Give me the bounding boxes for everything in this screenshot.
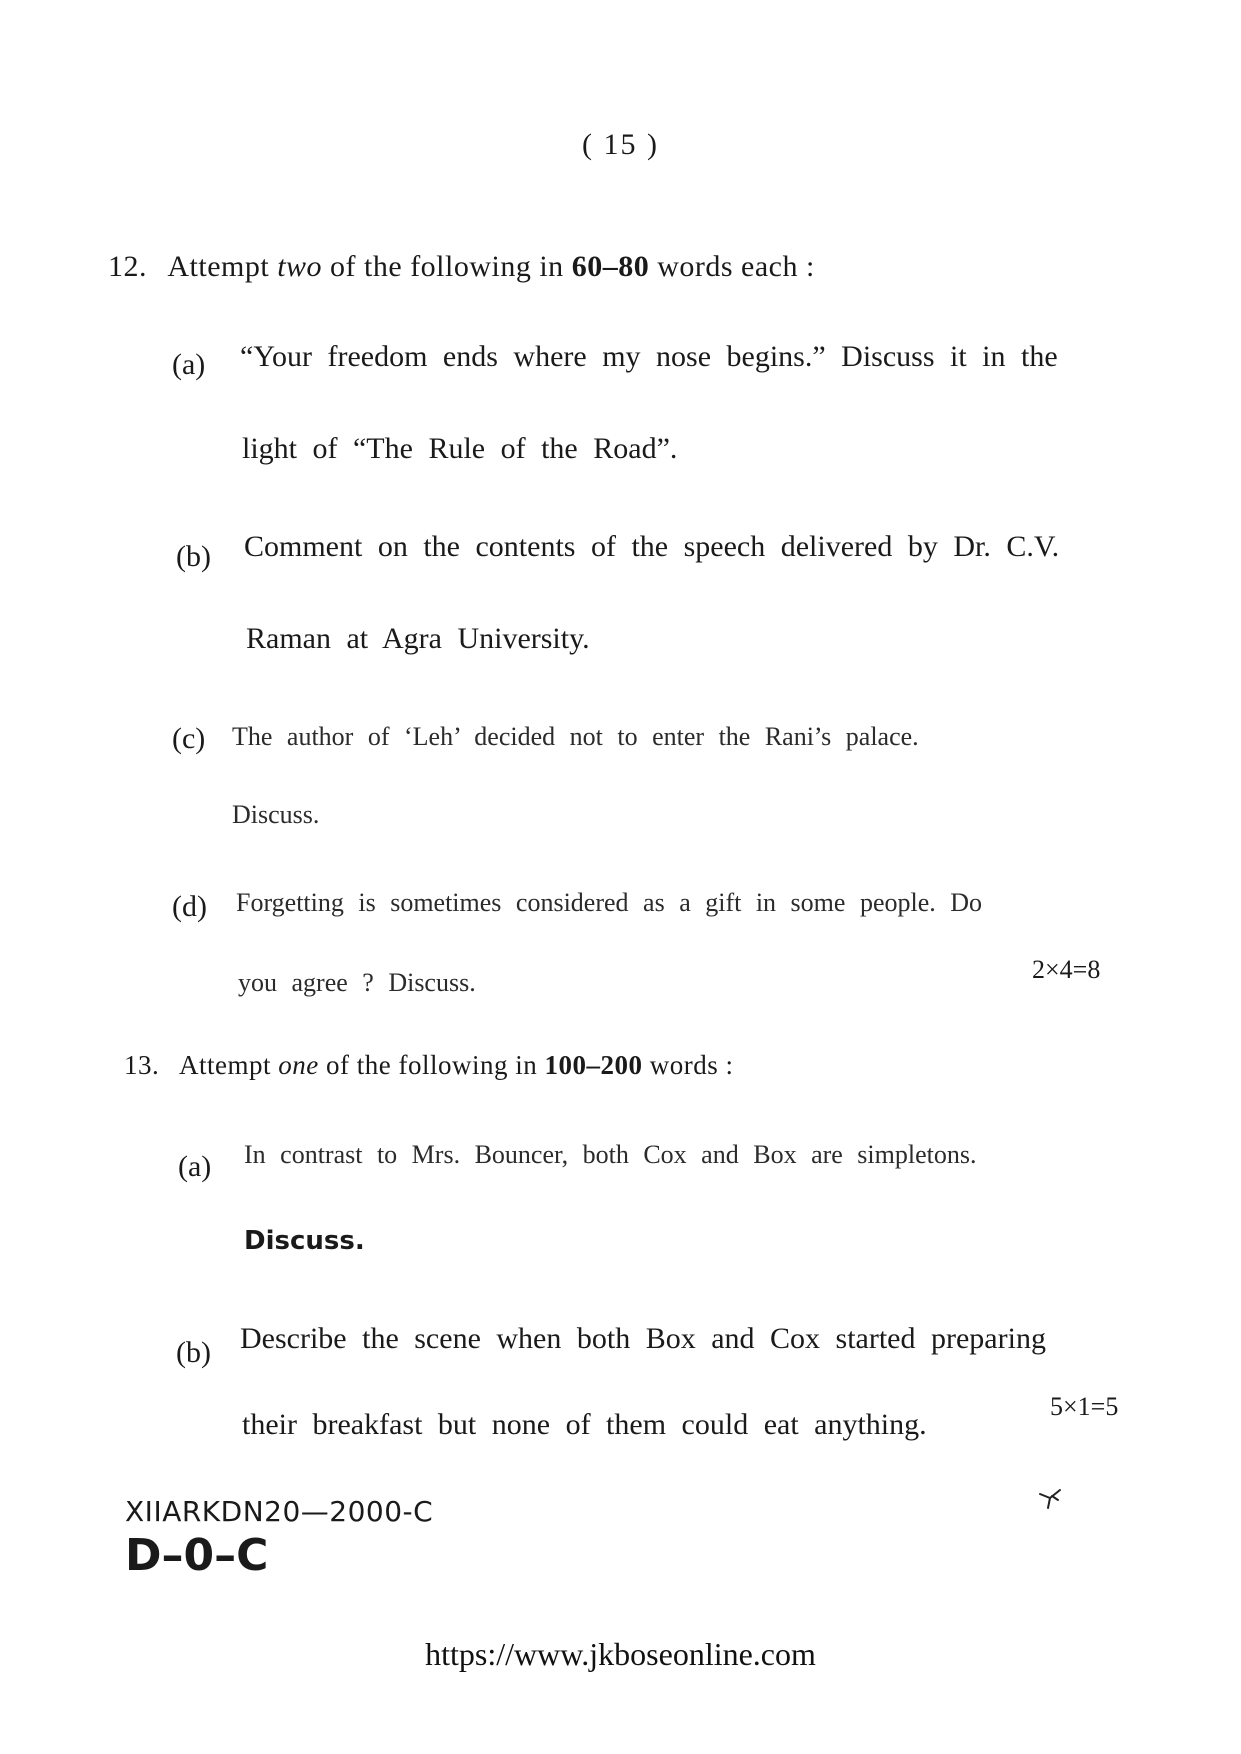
sub-question-text: you agree ? Discuss. — [238, 968, 476, 997]
page-number: ( 15 ) — [582, 128, 659, 161]
sub-question-text: Discuss. — [244, 1226, 365, 1256]
sub-question-text: In contrast to Mrs. Bouncer, both Cox and Box are simpletons. — [244, 1140, 977, 1169]
sub-question-text: “Your freedom ends where my nose begins.” Discuss it in the — [240, 340, 1058, 373]
word-limit: 60–80 — [571, 250, 650, 283]
sub-question-label: (b) — [176, 540, 211, 573]
website-url[interactable]: https://www.jkboseonline.com — [425, 1636, 816, 1672]
question-count: one — [278, 1050, 319, 1080]
sub-question-text: Describe the scene when both Box and Cox started preparing — [240, 1322, 1046, 1355]
sub-question-text: Comment on the contents of the speech delivered by Dr. C.V. — [244, 530, 1060, 563]
question-intro: Attempt — [179, 1050, 272, 1080]
sub-question-label: (d) — [172, 890, 207, 923]
question-number: 13. — [124, 1050, 160, 1080]
question-intro: words each : — [657, 250, 815, 283]
ink-mark-icon — [1038, 1486, 1064, 1510]
question-intro: of the following in — [330, 250, 564, 283]
paper-code: XIIARKDN20—2000-C — [125, 1495, 434, 1528]
sub-question-label: (c) — [172, 722, 206, 755]
question-intro: Attempt — [167, 250, 270, 283]
marks-allocation: 5×1=5 — [1050, 1392, 1119, 1421]
sub-question-label: (a) — [172, 348, 206, 381]
question-intro: of the following in — [326, 1050, 538, 1080]
question-count: two — [277, 250, 323, 283]
question-intro: words : — [649, 1050, 734, 1080]
sub-question-text: Forgetting is sometimes considered as a gift in some people. Do — [236, 888, 983, 917]
sub-question-text: their breakfast but none of them could eat anything. — [242, 1408, 927, 1441]
question-number: 12. — [108, 250, 147, 283]
sub-question-text: The author of ‘Leh’ decided not to enter the Rani’s palace. — [232, 722, 919, 751]
question-12-heading — [108, 250, 815, 284]
marks-allocation: 2×4=8 — [1032, 955, 1101, 984]
question-13-heading — [124, 1050, 733, 1081]
set-code: D–0–C — [125, 1530, 269, 1581]
sub-question-text: light of “The Rule of the Road”. — [242, 432, 678, 465]
sub-question-label: (a) — [178, 1150, 212, 1183]
sub-question-text: Discuss. — [232, 800, 320, 829]
word-limit: 100–200 — [544, 1050, 643, 1080]
sub-question-text: Raman at Agra University. — [246, 622, 590, 655]
sub-question-label: (b) — [176, 1336, 211, 1369]
